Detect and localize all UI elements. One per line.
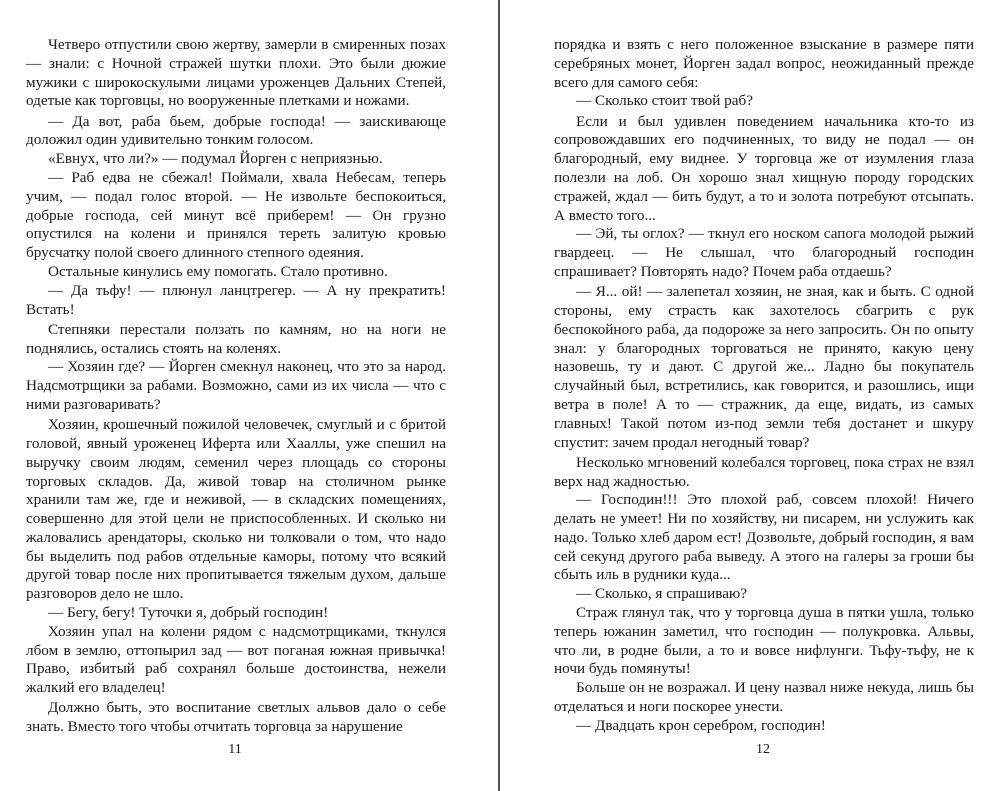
paragraph: — Да тьфу! — плюнул ланцтрегер. — А ну прекратить! Встать! <box>26 281 446 318</box>
continued-paragraph: порядка и взять с него положенное взыскание в размере пяти серебряных монет, Йорген задал вопрос, неожиданный прежде всего для самого себя: <box>554 36 974 91</box>
paragraph: Должно быть, это воспитание светлых альвов дало о себе знать. Вместо того чтобы отчитать торговца за нарушение <box>26 699 446 736</box>
paragraph: «Евнух, что ли?» — подумал Йорген с неприязнью. <box>48 150 383 168</box>
paragraph: Страж глянул так, что у торговца душа в пятки ушла, только теперь южанин заметил, что господин — полукровка. Альвы, что ли, в родне были, а то и вовсе нифлунги. Тьфу-тьфу, не к ночи будь помянуты! <box>554 604 974 678</box>
paragraph: Степняки перестали ползать по камням, но на ноги не поднялись, остались стоять на коленях. <box>26 320 446 357</box>
page-number: 12 <box>756 742 770 757</box>
paragraph: Если и был удивлен поведением начальника кто-то из сопровождавших его подчиненных, то виду не подал — он благородный, ему виднее. У торговца же от изумления глаза полезли на лоб. Он хорошо знал хищную породу городских стражей, ждал — бить будут, а то и золота потребуют отсыпать. А вместо того... <box>554 112 974 224</box>
paragraph: Хозяин, крошечный пожилой человечек, смуглый и с бритой головой, явный уроженец Иферта или Хааллы, уже спешил на выручку своим людям, семенил через площадь со стороны торговых складов. Да, живой товар на столичном рынке хранили там же, где и неживой, — в складских помещениях, совершенно для этой цели не приспособленных. И сколько ни жаловались арендаторы, сколько ни толковали о том, что надо бы выделить под рабов отдельные каморы, потому что всякий другой товар после них пропитывается тяжелым духом, дальше разговоров дело не шло. <box>26 416 446 603</box>
paragraph: — Бегу, бегу! Туточки я, добрый господин! <box>48 604 329 622</box>
paragraph: — Раб едва не сбежал! Поймали, хвала Небесам, теперь учим, — подал голос второй. — Не извольте беспокоиться, добрые господа, сей минут всё приберем! — Он грузно опустился на колени и принялся тереть залитую кровью брусчатку полой своего длинного степного одеяния. <box>26 168 446 262</box>
paragraph: — Двадцать крон серебром, господин! <box>576 716 826 734</box>
paragraph: Четверо отпустили свою жертву, замерли в смиренных позах — знали: с Ночной стражей шутки плохи. Это были дюжие мужики с широкоскулыми лицами уроженцев Дальних Степей, одетые как торговцы, но вооруженные плетками и ножами. <box>26 36 446 110</box>
left-page <box>26 36 446 756</box>
paragraph: — Господин!!! Это плохой раб, совсем плохой! Ничего делать не умеет! Ни по хозяйству, ни писарем, ни услужить как надо. Только хлеб даром ест! Дозвольте, добрый господин, я вам сей секунд другого раба выведу. А этого на галеры за гроши бы сбыть иль в рудники куда... <box>554 491 974 584</box>
paragraph: Хозяин упал на колени рядом с надсмотрщиками, ткнулся лбом в землю, оттопырил зад — вот поганая южная привычка! Право, избитый раб сохранял больше достоинства, нежели жалкий его владелец! <box>26 622 446 697</box>
paragraph: — Хозяин где? — Йорген смекнул наконец, что это за народ. Надсмотрщики за рабами. Возможно, сами из их числа — что с ними разговаривать? <box>26 358 446 413</box>
book-gutter <box>498 0 500 791</box>
paragraph: — Я... ой! — залепетал хозяин, не зная, как и быть. С одной стороны, ему страсть как захотелось сбагрить с рук беспокойного раба, да подороже за него запросить. Он по опыту знал: у благородных торговаться не принято, какую цену назовешь, ту и дают. С другой же... Ладно бы покупатель случайный был, встретились, как говорится, и разошлись, ищи ветра в поле! А то — стражник, да еще, видать, из самых главных! Такой потом из-под земли тебя достанет и шкуру спустит: зачем продал негодный товар? <box>554 283 974 451</box>
right-page <box>554 36 974 756</box>
paragraph: — Эй, ты оглох? — ткнул его носком сапога молодой рыжий гвардеец. — Не слышал, что благородный господин спрашивает? Повторять надо? Почем раба отдаешь? <box>554 225 974 280</box>
page-number: 11 <box>228 742 242 757</box>
paragraph: — Да вот, раба бьем, добрые господа! — заискивающе доложил один удивительно тонким голосом. <box>26 112 446 149</box>
paragraph: — Сколько стоит твой раб? <box>576 92 753 110</box>
paragraph: Несколько мгновений колебался торговец, пока страх не взял верх над жадностью. <box>554 453 974 490</box>
paragraph: Остальные кинулись ему помогать. Стало противно. <box>48 262 388 280</box>
paragraph: Больше он не возражал. И цену назвал ниже некуда, лишь бы отделаться и ноги поскорее унести. <box>554 679 974 716</box>
paragraph: — Сколько, я спрашиваю? <box>576 585 748 603</box>
